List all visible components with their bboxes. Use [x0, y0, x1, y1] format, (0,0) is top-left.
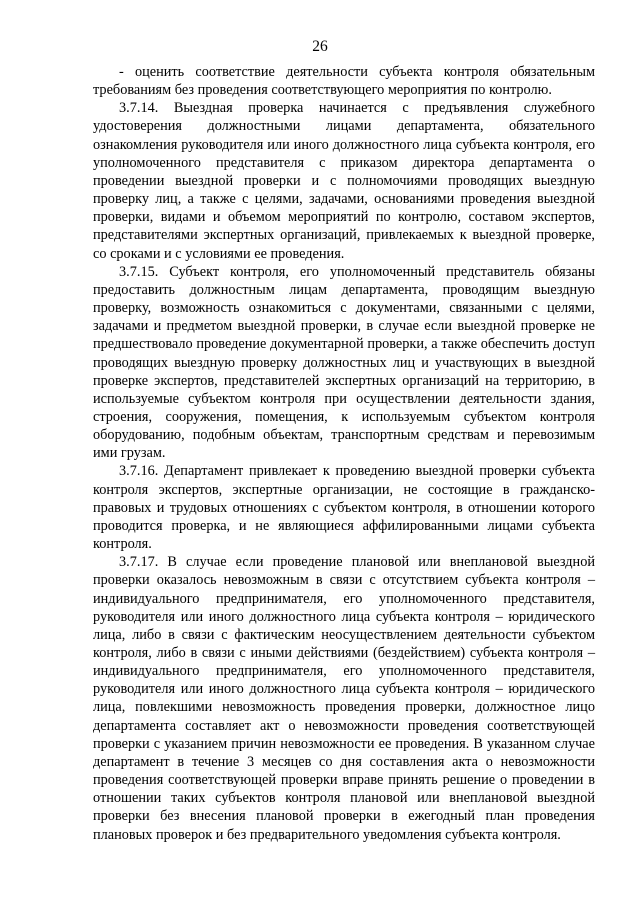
- document-body: [93, 63, 595, 844]
- paragraph-intro: - оценить соответствие деятельности субъекта контроля обязательным требованиям без проведения соответствующего мероприятия по контролю.: [93, 64, 595, 99]
- paragraph-3-7-15: 3.7.15. Субъект контроля, его уполномоченный представитель обязаны предоставить должностным лицам департамента, проводящим выездную проверку, возможность ознакомиться с документами, связанными с целями, задачами и предметом выездной проверки, в случае если выездной проверке не предшествовало проведение документарной проверки, а также обеспечить доступ проводящих выездную проверку должностных лиц и участвующих в выездной проверке экспертов, представителей экспертных организаций на территорию, в используемые субъектом контроля при осуществлении деятельности здания, строения, сооружения, помещения, к используемым субъектом контроля оборудованию, подобным объектам, транспортным средствам и перевозимым ими грузам.: [93, 263, 595, 462]
- paragraph-3-7-16: 3.7.16. Департамент привлекает к проведению выездной проверки субъекта контроля экспертов, экспертные организации, не состоящие в гражданско-правовых и трудовых отношениях с субъектом контроля, в отношении которого проводится проверка, и не являющиеся аффилированными лицами субъекта контроля.: [93, 463, 595, 553]
- paragraph-3-7-17: 3.7.17. В случае если проведение плановой или внеплановой выездной проверки оказалось невозможным в связи с отсутствием субъекта контроля – индивидуального предпринимателя, его уполномоченного представителя, руководителя или иного должностного лица субъекта контроля – юридического лица, либо в связи с фактическим неосуществлением деятельности субъектом контроля, либо в связи с иными действиями (бездействием) субъекта контроля – индивидуального предпринимателя, его уполномоченного представителя, руководителя или иного должностного лица субъекта контроля – юридического лица, повлекшими невозможность проведения проверки, должностное лицо департамента составляет акт о невозможности проведения соответствующей проверки с указанием причин невозможности ее проведения. В указанном случае департамент в течение 3 месяцев со дня составления акта о невозможности проведения соответствующей проверки вправе принять решение о проведении в отношении таких субъектов контроля плановой или внеплановой выездной проверки без внесения плановой проверки в ежегодный план проведения плановых проверок и без предварительного уведомления субъекта контроля.: [93, 554, 595, 843]
- paragraph-3-7-14: 3.7.14. Выездная проверка начинается с предъявления служебного удостоверения должностными лицами департамента, обязательного ознакомления руководителя или иного должностного лица субъекта контроля, его уполномоченного представителя с приказом директора департамента о проведении выездной проверки и с полномочиями проводящих выездную проверку лиц, а также с целями, задачами, основаниями проведения выездной проверки, видами и объемом мероприятий по контролю, составом экспертов, представителями экспертных организаций, привлекаемых к выездной проверке, со сроками и с условиями ее проведения.: [93, 100, 595, 262]
- page-number: 26: [312, 38, 328, 55]
